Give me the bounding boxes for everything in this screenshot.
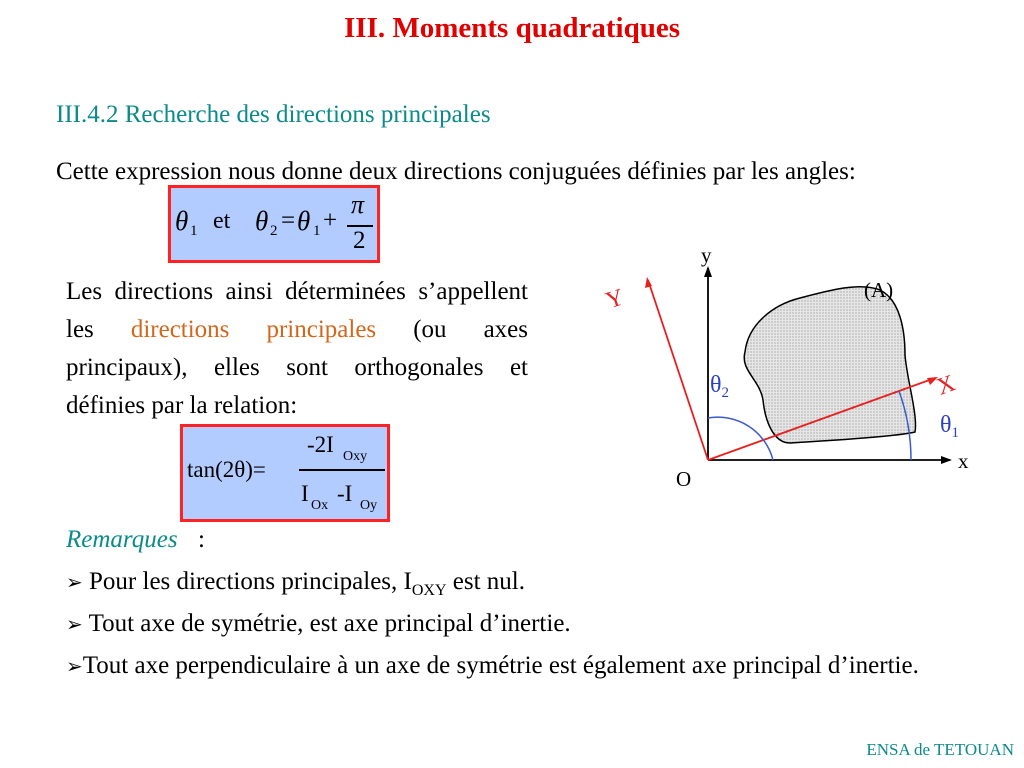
label-theta1: $\theta_1$ <box>940 412 959 441</box>
bullet-subscript: OXY <box>411 582 447 599</box>
label-y: y <box>701 243 712 267</box>
axis-x-arrowhead <box>941 456 952 464</box>
bullet-text: Tout axe perpendiculaire à un axe de symétrie est également axe principal d’inertie. <box>82 652 919 679</box>
highlight-principal-directions: directions principales <box>130 316 377 343</box>
bullet-item-1 <box>66 566 525 607</box>
label-X: X <box>933 370 959 401</box>
equals-sign: = <box>281 207 296 234</box>
remarks-colon: : <box>198 526 205 553</box>
subscript-2: 2 <box>270 223 278 239</box>
subscript-1: 1 <box>313 223 321 239</box>
paragraph-text: Les directions ainsi déterminées s’appellent les <box>66 278 528 343</box>
tan-lhs: tan(2θ)= <box>187 457 266 482</box>
denominator-subscript: Oy <box>360 498 378 513</box>
bullet-text: Tout axe de symétrie, est axe principal d’inertie. <box>88 610 571 637</box>
plus-sign: + <box>323 207 338 234</box>
denominator-text: -I <box>337 481 353 506</box>
label-theta2: $\theta_2$ <box>710 372 729 401</box>
pi-symbol: π <box>351 190 365 219</box>
label-Y: Y <box>602 284 628 315</box>
theta-symbol: θ <box>297 206 311 236</box>
bullet-item-2 <box>66 608 571 640</box>
section-heading: III.4.2 Recherche des directions principales <box>56 101 491 128</box>
numerator-text: -2I <box>307 432 334 457</box>
remarks-label: Remarques <box>66 526 178 553</box>
intro-text: Cette expression nous donne deux directions conjuguées définies par les angles: <box>56 158 856 185</box>
bullet-arrow-icon: ➢ <box>66 654 83 678</box>
label-origin: O <box>676 467 692 491</box>
area-shape-A <box>744 287 915 443</box>
numerator-subscript: Oxy <box>343 449 368 464</box>
denominator-two: 2 <box>353 227 366 254</box>
denominator-subscript: Ox <box>311 498 329 513</box>
page-title: III. Moments quadratiques <box>344 12 680 44</box>
theta-symbol: θ <box>255 206 269 236</box>
bullet-arrow-icon: ➢ <box>66 612 83 636</box>
angle-arc-theta2 <box>708 417 773 460</box>
et-word: et <box>213 208 231 234</box>
paragraph-text: (ou axes principaux), elles sont orthogonales et définies par la relation: <box>66 316 529 419</box>
label-area: (A) <box>864 278 894 302</box>
subscript-1: 1 <box>190 223 198 239</box>
label-x: x <box>958 449 969 473</box>
bullet-text: est nul. <box>446 568 525 595</box>
bullet-text: Pour les directions principales, I <box>89 568 412 595</box>
axis-y-arrowhead <box>704 266 712 277</box>
denominator-text: I <box>301 481 309 506</box>
footer-institution: ENSA de TETOUAN <box>866 740 1014 759</box>
axis-Y-rotated <box>648 280 708 460</box>
theta-symbol: θ <box>175 206 189 236</box>
bullet-item-3 <box>66 650 970 682</box>
bullet-arrow-icon: ➢ <box>66 570 83 594</box>
